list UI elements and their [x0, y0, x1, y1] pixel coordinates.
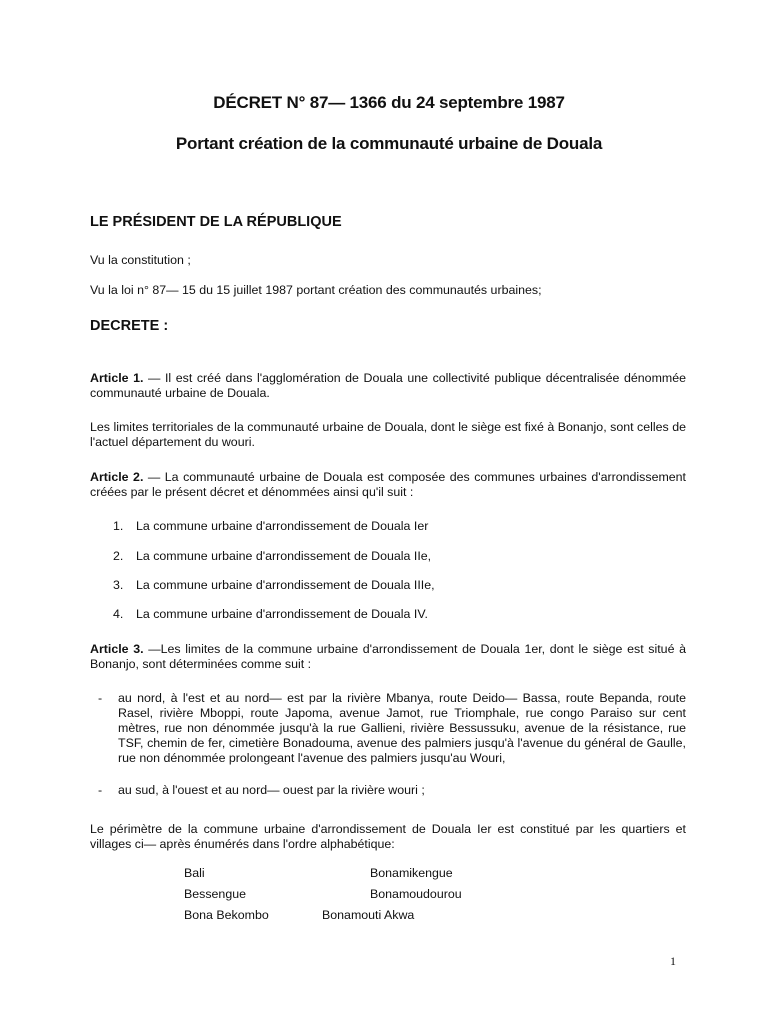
- list-item: [113, 607, 428, 621]
- article-2-text: — La communauté urbaine de Douala est composée des communes urbaines d'arrondissement créées par le présent décret et dénommées ainsi qu'il suit :: [90, 470, 687, 499]
- article-3-text: —Les limites de la commune urbaine d'arrondissement de Douala 1er, dont le siège est situé à Bonanjo, sont déterminées comme suit :: [90, 642, 687, 671]
- list-item-number: 1.: [113, 519, 124, 533]
- list-item-text: La commune urbaine d'arrondissement de Douala Ier: [136, 519, 429, 533]
- limit-item-south-west: [98, 783, 686, 798]
- president-heading: LE PRÉSIDENT DE LA RÉPUBLIQUE: [90, 214, 342, 230]
- article-1-label: Article 1.: [90, 371, 144, 385]
- article-2-label: Article 2.: [90, 470, 144, 484]
- quartier-name: Bonamouti Akwa: [322, 908, 415, 922]
- list-item: [113, 519, 428, 533]
- list-item-text: La commune urbaine d'arrondissement de Douala IIe,: [136, 549, 432, 563]
- list-item-text: La commune urbaine d'arrondissement de Douala IIIe,: [136, 578, 435, 592]
- quartier-name: Bali: [184, 866, 205, 880]
- limit-text: au sud, à l'ouest et au nord— ouest par la rivière wouri ;: [118, 783, 425, 797]
- decree-subtitle: Portant création de la communauté urbaine de Douala: [175, 134, 603, 153]
- list-item-text: La commune urbaine d'arrondissement de Douala IV.: [136, 607, 428, 621]
- article-1-text: — Il est créé dans l'agglomération de Douala une collectivité publique décentralisée dénommée communauté urbaine de Douala.: [90, 371, 686, 400]
- decrete-heading: DECRETE :: [90, 318, 169, 334]
- decree-title: DÉCRET N° 87— 1366 du 24 septembre 1987: [213, 93, 565, 112]
- vu-loi: Vu la loi n° 87— 15 du 15 juillet 1987 portant création des communautés urbaines;: [90, 283, 542, 297]
- list-item-number: 3.: [113, 578, 124, 592]
- dash-bullet: -: [98, 783, 103, 797]
- article-3-label: Article 3.: [90, 642, 144, 656]
- list-item: [113, 549, 431, 563]
- article-1: [90, 371, 686, 401]
- article-2: [90, 470, 686, 500]
- limites-paragraph: Les limites territoriales de la communauté urbaine de Douala, dont le siège est fixé à Bonanjo, sont celles de l'actuel département du wouri.: [90, 420, 686, 449]
- list-item: [113, 578, 435, 592]
- quartier-name: Bonamoudourou: [370, 887, 462, 901]
- page-number: 1: [670, 954, 676, 968]
- limit-item-north-east: [98, 691, 686, 766]
- perimetre-paragraph: Le périmètre de la commune urbaine d'arrondissement de Douala Ier est constitué par les quartiers et villages ci— après énumérés dans l'ordre alphabétique:: [90, 822, 686, 851]
- limit-text: au nord, à l'est et au nord— est par la rivière Mbanya, route Deido— Bassa, route Bepanda, route Rasel, rivière Mboppi, route Japoma, avenue Jamot, rue Triomphale, rue congo Paraiso sur cent mètres, rue non dénommée jusqu'à la rue Gallieni, rivière Bessussuku, avenue de la résistance, rue TSF, chemin de fer, cimetière Bonadouma, avenue des palmiers jusqu'à l'avenue du général de Gaulle, rue non dénommée prolongeant l'avenue des palmiers jusqu'au Wouri,: [118, 691, 686, 765]
- quartier-name: Bessengue: [184, 887, 247, 901]
- list-item-number: 4.: [113, 607, 124, 621]
- vu-constitution: Vu la constitution ;: [90, 253, 191, 267]
- quartier-name: Bonamikengue: [370, 866, 453, 880]
- quartier-name: Bona Bekombo: [184, 908, 269, 922]
- article-3: [90, 642, 686, 672]
- list-item-number: 2.: [113, 549, 124, 563]
- dash-bullet: -: [98, 691, 103, 705]
